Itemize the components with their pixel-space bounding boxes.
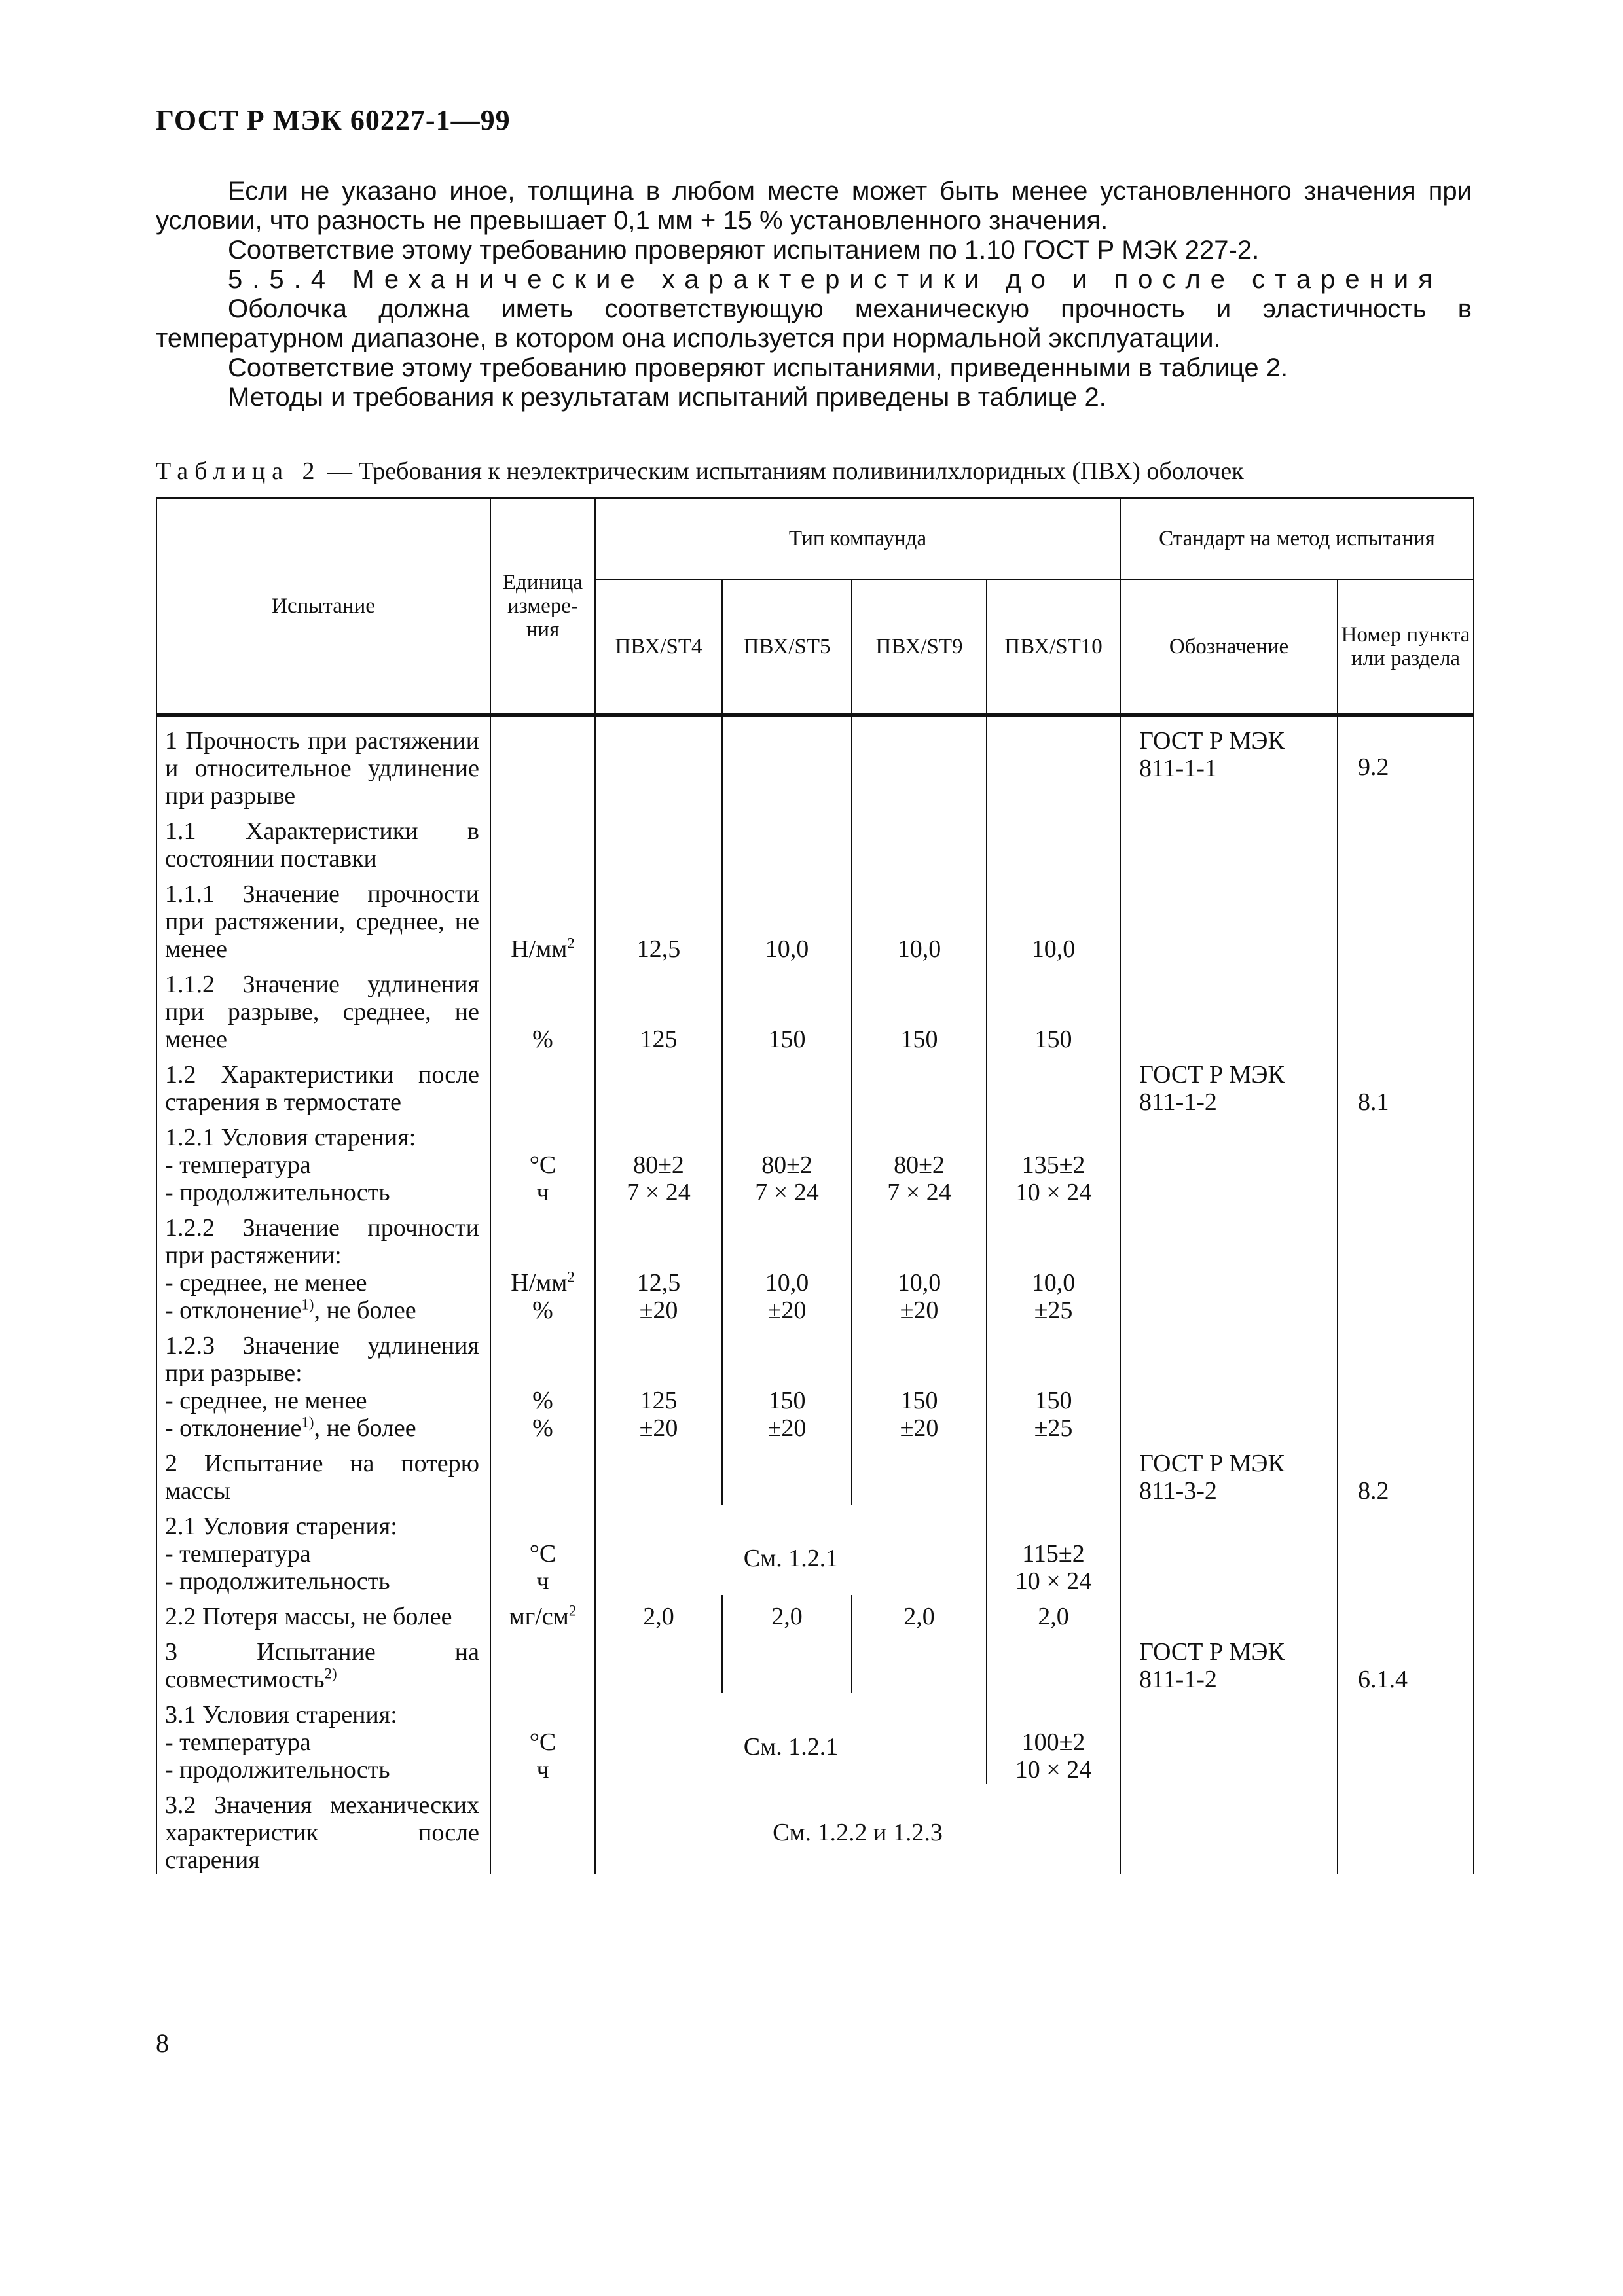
cell-test-line: - среднее, не менее — [165, 1387, 367, 1414]
cell-unit: Н/мм — [511, 935, 568, 963]
cell-test: 1.1.1 Значение прочности при растяжении, среднее, не менее — [156, 872, 490, 963]
footnote-ref: 2) — [324, 1665, 337, 1682]
cell-value-st4: 125 — [595, 963, 722, 1053]
cell-value-st10: ±25 — [1034, 1297, 1073, 1324]
table-caption — [156, 457, 1244, 486]
paragraph: Методы и требования к результатам испытаний приведены в таблице 2. — [228, 383, 1106, 412]
cell-test: 2.2 Потеря массы, не более — [156, 1595, 490, 1630]
header-compound-st5: ПВХ/ST5 — [722, 579, 852, 715]
page-number: 8 — [156, 2028, 169, 2058]
cell-standard: ГОСТ Р МЭК 811-1-1 — [1120, 715, 1338, 810]
table-caption-label: Таблица 2 — [156, 457, 321, 485]
cell-value-st10: 150 — [987, 963, 1120, 1053]
cell-see-reference: См. 1.2.1 — [595, 1505, 987, 1595]
cell-value-st4: 12,5 — [636, 1269, 681, 1297]
table-row — [156, 1693, 1474, 1784]
cell-clause: 8.2 — [1338, 1442, 1474, 1505]
cell-value-st4: 80±2 — [633, 1151, 684, 1179]
cell-value-st4: 12,5 — [595, 872, 722, 963]
cell-unit: ч — [536, 1568, 549, 1595]
header-unit: Единица измере-ния — [490, 498, 595, 715]
table-row — [156, 1505, 1474, 1595]
paragraph: Соответствие этому требованию проверяют испытаниями, приведенными в таблице 2. — [228, 353, 1288, 382]
header-compound-st10: ПВХ/ST10 — [987, 579, 1120, 715]
cell-value-st9: 7 × 24 — [887, 1179, 951, 1206]
table-row — [156, 1053, 1474, 1116]
table-row — [156, 715, 1474, 810]
table-caption-text: — Требования к неэлектрическим испытаниям поливинилхлоридных (ПВХ) оболочек — [327, 457, 1244, 485]
cell-value-st10: 150 — [1034, 1387, 1072, 1414]
table-row — [156, 1630, 1474, 1693]
cell-clause: 6.1.4 — [1338, 1630, 1474, 1693]
cell-value-st10: 10,0 — [1031, 1269, 1076, 1297]
cell-value-st9: ±20 — [900, 1297, 939, 1324]
cell-unit: % — [532, 1297, 553, 1324]
cell-clause: 9.2 — [1338, 715, 1474, 810]
table-row — [156, 1442, 1474, 1505]
table-row — [156, 1116, 1474, 1206]
cell-value-st4: 125 — [640, 1387, 678, 1414]
cell-value-st9: 10,0 — [852, 872, 987, 963]
header-compound-st4: ПВХ/ST4 — [595, 579, 722, 715]
cell-value-st4: 7 × 24 — [627, 1179, 691, 1206]
cell-value-st5: ±20 — [767, 1414, 807, 1442]
cell-standard: ГОСТ Р МЭК 811-1-2 — [1120, 1053, 1338, 1116]
cell-unit: % — [490, 963, 595, 1053]
cell-value-st10: 115±2 — [1022, 1540, 1085, 1568]
cell-test-line: - продолжительность — [165, 1568, 390, 1595]
cell-test-line: - температура — [165, 1729, 311, 1756]
cell-value-st9: 10,0 — [897, 1269, 941, 1297]
cell-see-reference: См. 1.2.2 и 1.2.3 — [595, 1784, 1120, 1874]
cell-unit: мг/см — [509, 1603, 569, 1630]
cell-value-st5: 150 — [722, 963, 852, 1053]
cell-test-line: - температура — [165, 1540, 311, 1568]
cell-test: 3.2 Значения механических характеристик после старения — [156, 1784, 490, 1874]
cell-test: 3 Испытание на совместимость — [165, 1638, 479, 1693]
header-designation: Обозначение — [1120, 579, 1338, 715]
cell-test-heading: 1.2.3 Значение удлинения при разрыве: — [165, 1332, 479, 1387]
paragraph: Если не указано иное, толщина в любом месте может быть менее установленного значения при условии, что разность не превышает 0,1 мм + 15 % установленного значения. — [156, 177, 1472, 235]
paragraph: Соответствие этому требованию проверяют испытанием по 1.10 ГОСТ Р МЭК 227-2. — [228, 236, 1260, 264]
cell-value-st5: 150 — [768, 1387, 806, 1414]
cell-value-st10: 100±2 — [1021, 1729, 1085, 1756]
cell-unit: ч — [536, 1179, 549, 1206]
cell-value-st4: ±20 — [639, 1414, 678, 1442]
cell-unit: % — [532, 1414, 553, 1442]
cell-value-st10: 10,0 — [987, 872, 1120, 963]
cell-value-st5: 80±2 — [761, 1151, 812, 1179]
cell-unit: % — [532, 1387, 553, 1414]
cell-test-heading: 1.2.1 Условия старения: — [165, 1124, 416, 1151]
cell-value-st10: ±25 — [1034, 1414, 1073, 1442]
cell-test: 1.2 Характеристики после старения в термостате — [156, 1053, 490, 1116]
section-heading: 5.5.4 Механические характеристики до и после старения — [228, 265, 1442, 294]
body-text — [156, 177, 1472, 412]
header-compound-type: Тип компаунда — [595, 498, 1120, 579]
unit-superscript: 2 — [567, 935, 575, 952]
header-test-standard: Стандарт на метод испытания — [1120, 498, 1474, 579]
table-row — [156, 810, 1474, 872]
cell-test-line: - среднее, не менее — [165, 1269, 367, 1297]
cell-test-line: - продолжительность — [165, 1179, 390, 1206]
cell-standard: ГОСТ Р МЭК 811-1-2 — [1120, 1630, 1338, 1693]
cell-test-line: - отклонение$^{1)}$, не более — [165, 1414, 416, 1442]
footnote-ref: 1) — [301, 1296, 314, 1313]
cell-test-line: - температура — [165, 1151, 311, 1179]
table-row — [156, 963, 1474, 1053]
paragraph: Оболочка должна иметь соответствующую механическую прочность и эластичность в температурном диапазоне, в котором она используется при нормальной эксплуатации. — [156, 295, 1472, 353]
cell-value-st10: 10 × 24 — [1015, 1756, 1092, 1784]
cell-value-st9: 2,0 — [852, 1595, 987, 1630]
table-row — [156, 1595, 1474, 1630]
cell-value-st4: ±20 — [639, 1297, 678, 1324]
header-clause: Номер пункта или раздела — [1338, 579, 1474, 715]
requirements-table — [156, 497, 1474, 1874]
header-test: Испытание — [156, 498, 490, 715]
cell-test-heading: 3.1 Условия старения: — [165, 1701, 397, 1729]
cell-value-st10: 135±2 — [1021, 1151, 1085, 1179]
cell-unit: °С — [529, 1729, 556, 1756]
cell-value-st10: 2,0 — [987, 1595, 1120, 1630]
cell-test: 1 Прочность при растяжении и относительное удлинение при разрыве — [156, 715, 490, 810]
cell-test-line: - отклонение$^{1)}$, не более — [165, 1296, 416, 1324]
cell-value-st9: 80±2 — [894, 1151, 945, 1179]
cell-value-st4: 2,0 — [595, 1595, 722, 1630]
cell-value-st10: 10 × 24 — [1015, 1179, 1092, 1206]
cell-value-st10: 10 × 24 — [1015, 1568, 1092, 1595]
cell-unit: °С — [529, 1540, 556, 1568]
cell-value-st5: 10,0 — [722, 872, 852, 963]
cell-test-line: - продолжительность — [165, 1756, 390, 1784]
table-row — [156, 1784, 1474, 1874]
table-row — [156, 872, 1474, 963]
cell-value-st5: 10,0 — [765, 1269, 809, 1297]
table-row — [156, 1206, 1474, 1324]
cell-unit: °С — [529, 1151, 556, 1179]
cell-clause: 8.1 — [1338, 1053, 1474, 1116]
cell-test: 1.1 Характеристики в состоянии поставки — [156, 810, 490, 872]
cell-unit: ч — [536, 1756, 549, 1784]
header-compound-st9: ПВХ/ST9 — [852, 579, 987, 715]
cell-standard: ГОСТ Р МЭК 811-3-2 — [1120, 1442, 1338, 1505]
cell-test-heading: 2.1 Условия старения: — [165, 1513, 397, 1540]
cell-test-heading: 1.2.2 Значение прочности при растяжении: — [165, 1214, 479, 1269]
cell-value-st5: ±20 — [767, 1297, 807, 1324]
unit-superscript: 2 — [567, 1268, 575, 1285]
cell-value-st9: ±20 — [900, 1414, 939, 1442]
unit-superscript: 2 — [568, 1602, 577, 1619]
cell-unit: Н/мм — [511, 1269, 568, 1297]
cell-value-st5: 7 × 24 — [755, 1179, 819, 1206]
footnote-ref: 1) — [301, 1414, 314, 1431]
cell-test: 1.1.2 Значение удлинения при разрыве, среднее, не менее — [156, 963, 490, 1053]
cell-test: 2 Испытание на потерю массы — [156, 1442, 490, 1505]
cell-value-st9: 150 — [900, 1387, 938, 1414]
cell-value-st5: 2,0 — [722, 1595, 852, 1630]
cell-see-reference: См. 1.2.1 — [595, 1693, 987, 1784]
cell-value-st9: 150 — [852, 963, 987, 1053]
table-row — [156, 1324, 1474, 1442]
document-header: ГОСТ Р МЭК 60227-1—99 — [156, 104, 511, 136]
